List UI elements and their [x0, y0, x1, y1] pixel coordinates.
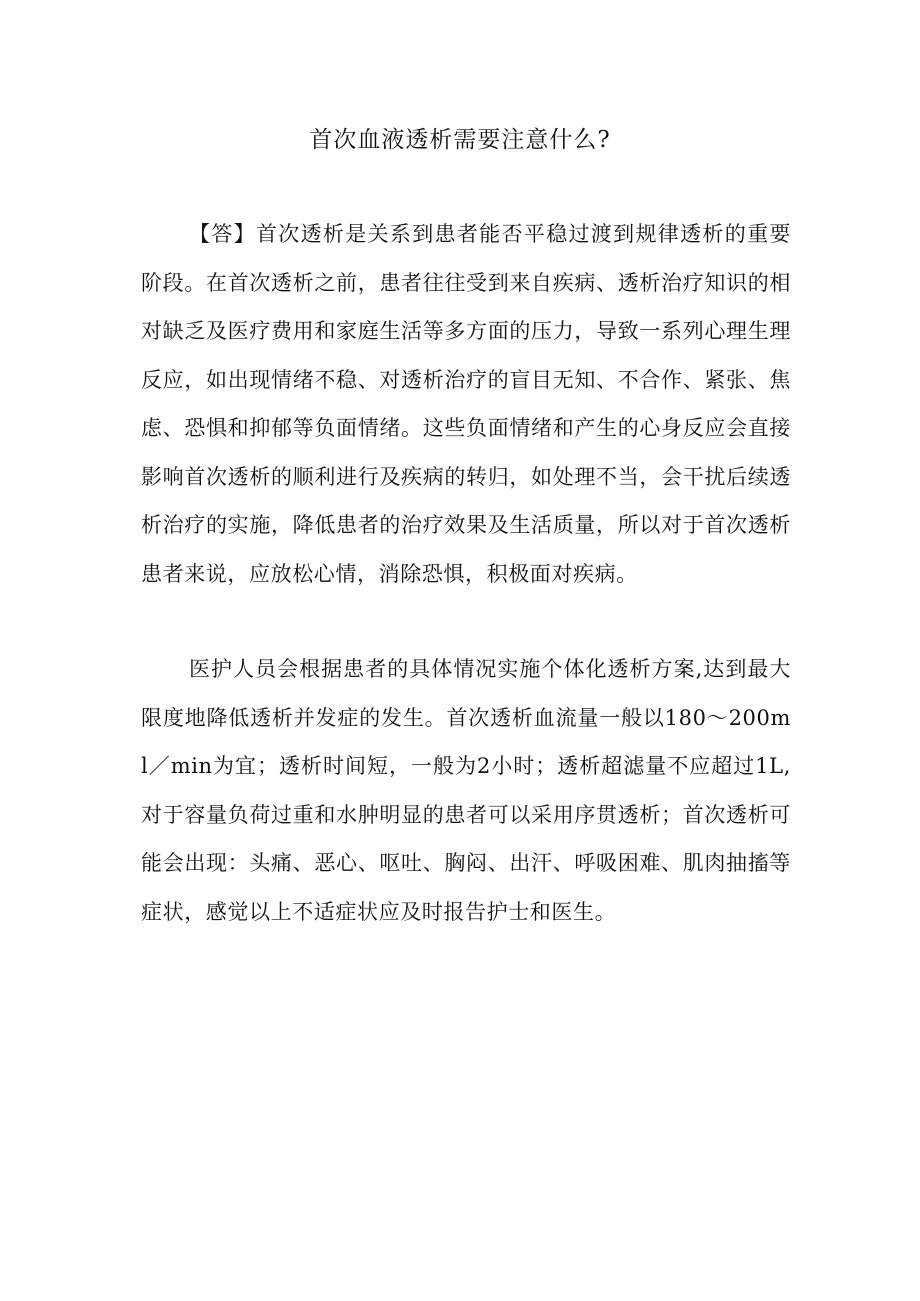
medical-guidance-paragraph: 医护人员会根据患者的具体情况实施个体化透析方案,达到最大限度地降低透析并发症的发生。首次透析血流量一般以180～200ml／min为宜；透析时间短，一般为2小时；透析超滤量不应超过1L,对于容量负荷过重和水肿明显的患者可以采用序贯透析；首次透析可能会出现：头痛、恶心、呕吐、胸闷、出汗、呼吸困难、肌肉抽搐等症状，感觉以上不适症状应及时报告护士和医生。 — [141, 657, 791, 924]
answer-paragraph: 【答】首次透析是关系到患者能否平稳过渡到规律透析的重要阶段。在首次透析之前，患者往往受到来自疾病、透析治疗知识的相对缺乏及医疗费用和家庭生活等多方面的压力，导致一系列心理生理反应，如出现情绪不稳、对透析治疗的盲目无知、不合作、紧张、焦虑、恐惧和抑郁等负面情绪。这些负面情绪和产生的心身反应会直接影响首次透析的顺利进行及疾病的转归，如处理不当，会干扰后续透析治疗的实施，降低患者的治疗效果及生活质量，所以对于首次透析患者来说，应放松心情，消除恐惧，积极面对疾病。 — [141, 222, 791, 586]
document-title: 首次血液透析需要注意什么? — [309, 127, 611, 153]
